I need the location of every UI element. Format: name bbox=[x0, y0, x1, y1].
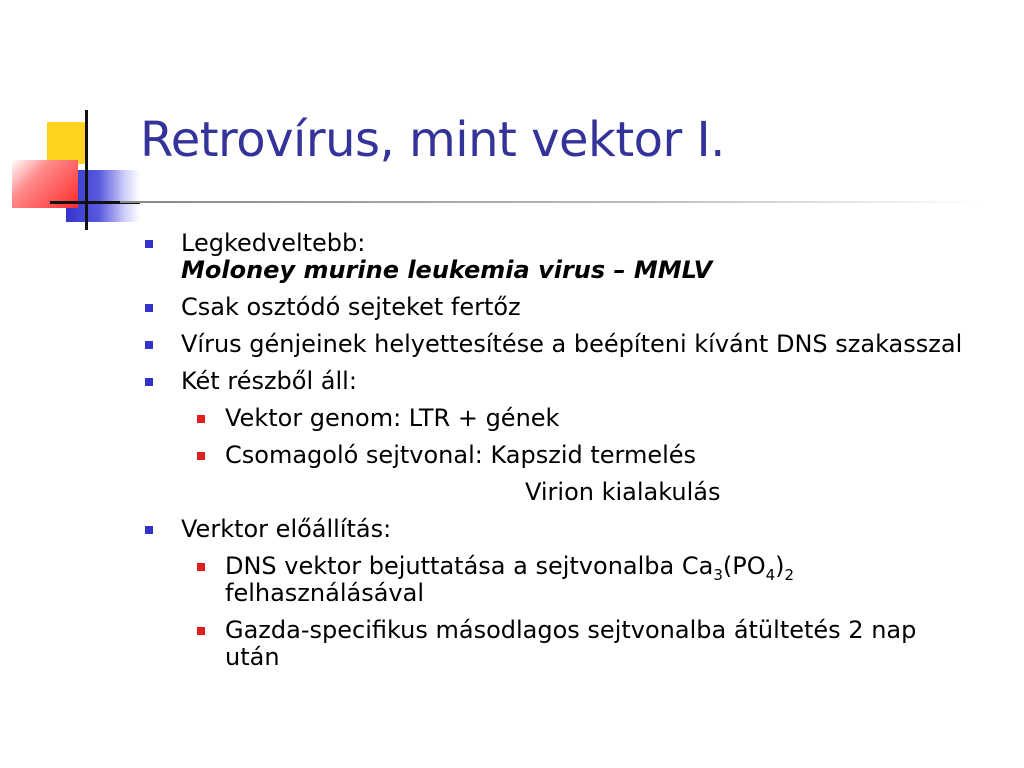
bullet-icon bbox=[145, 341, 153, 349]
bullet-text: Legkedveltebb: bbox=[181, 229, 366, 257]
sub-bullet-text-end: felhasználásával bbox=[225, 579, 424, 607]
slide-title: Retrovírus, mint vektor I. bbox=[140, 112, 725, 168]
subscript: 3 bbox=[713, 565, 723, 584]
sub-bullet-text-mid: (PO bbox=[722, 552, 766, 580]
logo-yellow-square bbox=[47, 122, 87, 164]
decorative-logo bbox=[0, 100, 140, 235]
bullet-text: Csak osztódó sejteket fertőz bbox=[181, 293, 521, 321]
bullet-item bbox=[145, 230, 975, 284]
logo-vertical-line bbox=[85, 110, 88, 230]
sub-bullet-text-start: DNS vektor bejuttatása a sejtvonalba Ca bbox=[225, 552, 714, 580]
bullet-icon bbox=[145, 526, 153, 534]
sub-bullet-item bbox=[145, 442, 975, 506]
sub-bullet-icon bbox=[197, 563, 205, 571]
bullet-text: Két részből áll: bbox=[181, 367, 357, 395]
bullet-item bbox=[145, 294, 975, 321]
title-divider bbox=[120, 201, 980, 203]
bullet-text: Verktor előállítás: bbox=[181, 515, 392, 543]
subscript: 2 bbox=[784, 565, 795, 584]
sub-bullet-icon bbox=[197, 452, 205, 460]
sub-bullet-text: Csomagoló sejtvonal: Kapszid termelés bbox=[225, 441, 697, 469]
bullet-icon bbox=[145, 240, 153, 248]
sub-bullet-icon bbox=[197, 415, 205, 423]
subscript: 4 bbox=[765, 565, 776, 584]
sub-bullet-item bbox=[145, 617, 975, 671]
bullet-subtext: Moloney murine leukemia virus – MMLV bbox=[181, 256, 713, 284]
bullet-item bbox=[145, 516, 975, 543]
sub-bullet-icon bbox=[197, 627, 205, 635]
sub-bullet-continuation: Virion kialakulás bbox=[525, 478, 721, 506]
bullet-list bbox=[145, 230, 975, 681]
sub-bullet-text: Vektor genom: LTR + gének bbox=[225, 404, 560, 432]
bullet-item bbox=[145, 368, 975, 395]
bullet-icon bbox=[145, 304, 153, 312]
sub-bullet-text-close: ) bbox=[775, 552, 785, 580]
bullet-icon bbox=[145, 378, 153, 386]
bullet-text: Vírus génjeinek helyettesítése a beépíteni kívánt DNS szakasszal bbox=[181, 330, 963, 358]
sub-bullet-item bbox=[145, 405, 975, 432]
sub-bullet-text: Gazda-specifikus másodlagos sejtvonalba átültetés 2 nap után bbox=[225, 616, 917, 671]
sub-bullet-item bbox=[145, 553, 975, 607]
bullet-item bbox=[145, 331, 975, 358]
